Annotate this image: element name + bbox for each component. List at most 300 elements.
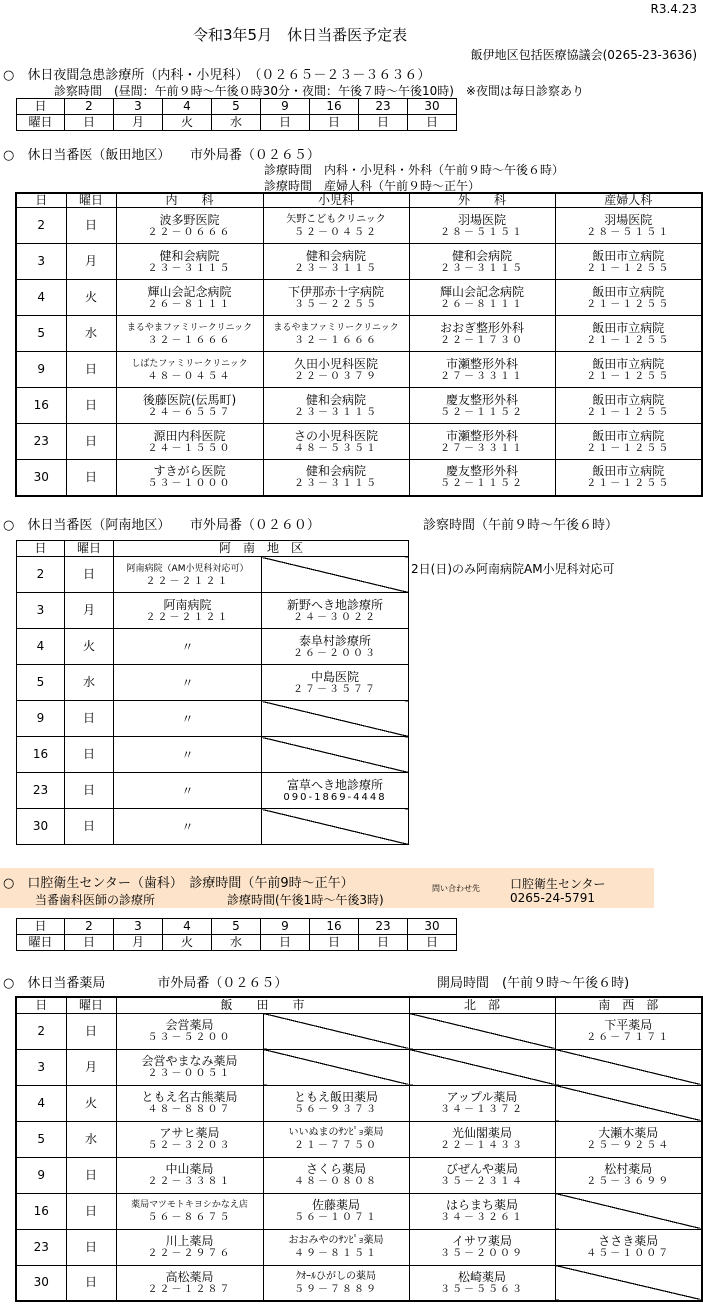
facility-name: 健和会病院 xyxy=(159,248,220,263)
facility-name: ｸｵｰﾙひがしの薬局 xyxy=(296,1270,376,1282)
table-header xyxy=(16,997,702,1013)
entry-cell xyxy=(116,1229,263,1265)
facility-name: 泰阜村診療所 xyxy=(299,633,372,648)
anan-table xyxy=(16,540,409,845)
weekday-cell: 水 xyxy=(66,316,116,352)
entry-cell xyxy=(409,1193,555,1229)
entry-cell xyxy=(555,388,702,424)
entry-cell xyxy=(114,701,262,737)
phone-number: ２２－３３８１ xyxy=(147,1176,232,1187)
table-row xyxy=(17,701,409,737)
entry-cell xyxy=(555,424,702,460)
day-cell: 5 xyxy=(212,919,261,935)
column-header: 曜日 xyxy=(65,541,114,557)
entry-cell xyxy=(116,388,263,424)
entry-cell xyxy=(555,208,702,244)
weekday-cell: 日 xyxy=(65,701,114,737)
entry-cell xyxy=(555,460,702,496)
facility-name: 飯田市立病院 xyxy=(592,392,665,407)
facility-name: 大瀬木薬局 xyxy=(598,1126,659,1140)
day-cell: 16 xyxy=(310,919,359,935)
entry-cell xyxy=(263,388,409,424)
day-cell: 30 xyxy=(408,919,457,935)
day-cell: 3 xyxy=(16,1049,66,1085)
phone-number: ２２－１２８７ xyxy=(147,1283,232,1295)
weekday-cell: 日 xyxy=(66,388,116,424)
entry-cell xyxy=(555,1229,702,1265)
phone-number: ２２－２１２１ xyxy=(145,575,230,587)
phone-number: ２１－１２５５ xyxy=(586,442,671,454)
entry-cell xyxy=(555,280,702,316)
phone-number: ２１－７７５０ xyxy=(294,1140,378,1151)
phone-number: ２３－３１１５ xyxy=(294,262,378,274)
entry-cell xyxy=(263,352,409,388)
facility-name: 飯田市立病院 xyxy=(592,248,665,263)
facility-name: 松村薬局 xyxy=(604,1162,653,1176)
organization: 飯伊地区包括医療協議会(0265-23-3636) xyxy=(470,48,697,62)
phone-number: ２２－２９７６ xyxy=(147,1248,232,1259)
day-cell: 23 xyxy=(359,99,408,115)
facility-name: 川上薬局 xyxy=(165,1234,214,1248)
entry-cell xyxy=(409,1229,555,1265)
day-cell: 5 xyxy=(17,665,65,701)
day-cell: 5 xyxy=(212,99,261,115)
table-row xyxy=(17,557,409,593)
entry-cell xyxy=(555,244,702,280)
phone-number: ５２－０４５２ xyxy=(294,226,378,238)
day-row xyxy=(17,919,457,935)
entry-cell xyxy=(263,280,409,316)
column-header: 小児科 xyxy=(263,193,409,208)
column-header: 日 xyxy=(17,541,65,557)
column-header: 曜日 xyxy=(66,193,116,208)
entry-cell xyxy=(114,737,262,773)
phone-number: ４８－０４５４ xyxy=(147,370,232,382)
facility-name: びぜんや薬局 xyxy=(446,1162,519,1176)
entry-cell xyxy=(262,629,409,665)
facility-name: 羽場医院 xyxy=(604,212,653,227)
weekday-cell: 月 xyxy=(66,244,116,280)
entry-cell xyxy=(409,280,555,316)
column-header: 曜日 xyxy=(66,997,116,1013)
facility-name: 健和会病院 xyxy=(305,248,366,263)
weekday-cell: 水 xyxy=(212,115,261,131)
phone-number: ２４－１５５０ xyxy=(147,442,232,454)
weekday-cell: 火 xyxy=(66,1085,116,1121)
facility-name: 源田内科医院 xyxy=(153,428,226,443)
entry-cell xyxy=(114,557,262,593)
phone-number: ２３－３１１５ xyxy=(440,262,524,274)
facility-name: さくら薬局 xyxy=(306,1162,367,1176)
pharmacy-table xyxy=(15,996,703,1302)
phone-number: ２１－１２５５ xyxy=(586,298,671,310)
anan-hours: 診察時間（午前９時～午後６時） xyxy=(423,518,619,533)
entry-cell xyxy=(263,1157,409,1193)
phone-number: ２２－０６６６ xyxy=(147,226,232,238)
facility-name: 富草へき地診療所 xyxy=(287,777,384,792)
weekday-cell: 火 xyxy=(163,115,212,131)
facility-name: 輝山会記念病院 xyxy=(147,284,232,299)
weekday-cell: 水 xyxy=(65,665,114,701)
phone-number: ３５－２００９ xyxy=(440,1248,525,1259)
entry-cell xyxy=(555,1013,702,1049)
phone-number: ４５－１００７ xyxy=(586,1248,671,1259)
facility-name: 〃 xyxy=(181,675,194,690)
facility-name: 高松薬局 xyxy=(165,1269,214,1284)
weekday-row xyxy=(17,935,457,951)
facility-name: しばたファミリークリニック xyxy=(131,358,248,369)
facility-name: 飯田市立病院 xyxy=(592,428,665,443)
entry-cell xyxy=(263,460,409,496)
facility-name: 薬局マツモトキヨシかなえ店 xyxy=(131,1200,248,1210)
table-row xyxy=(16,244,702,280)
entry-cell xyxy=(116,208,263,244)
facility-name: 健和会病院 xyxy=(305,464,366,479)
table-row xyxy=(17,809,409,845)
entry-cell xyxy=(114,665,262,701)
table-row xyxy=(16,1265,702,1301)
weekday-cell: 月 xyxy=(66,1049,116,1085)
weekday-cell: 日 xyxy=(66,1193,116,1229)
entry-cell xyxy=(555,316,702,352)
entry-cell xyxy=(114,629,262,665)
weekday-cell: 日 xyxy=(408,115,457,131)
weekday-cell: 日 xyxy=(66,1013,116,1049)
weekday-cell: 日 xyxy=(65,809,114,845)
phone-number: ２１－１２５５ xyxy=(586,262,671,274)
weekday-cell: 日 xyxy=(65,935,114,951)
phone-number: ２３－３１１５ xyxy=(294,406,378,418)
phone-number: ２４－６５５７ xyxy=(147,406,232,418)
entry-cell xyxy=(409,1121,555,1157)
weekday-cell: 日 xyxy=(359,935,408,951)
phone-number: ５６－１０７１ xyxy=(294,1212,378,1223)
day-cell: 16 xyxy=(17,737,65,773)
facility-name: 市瀬整形外科 xyxy=(445,356,518,371)
entry-cell xyxy=(409,1085,555,1121)
phone-number: ２５－９２５４ xyxy=(586,1140,671,1151)
phone-number: ３２－１６６６ xyxy=(294,334,378,346)
phone-number: ４８－０８０８ xyxy=(294,1176,378,1187)
phone-number: ５２－１１５２ xyxy=(440,406,524,418)
facility-name: 慶友整形外科 xyxy=(445,464,518,479)
facility-name: 〃 xyxy=(181,819,194,834)
weekday-cell: 日 xyxy=(359,115,408,131)
day-cell: 9 xyxy=(17,701,65,737)
entry-cell xyxy=(409,1157,555,1193)
facility-name: 阿南病院 xyxy=(163,597,212,612)
entry-cell xyxy=(116,244,263,280)
table-row xyxy=(16,280,702,316)
day-cell: 9 xyxy=(16,1157,66,1193)
iida-table xyxy=(15,192,703,497)
entry-cell xyxy=(116,1193,263,1229)
facility-name: まるやまファミリークリニック xyxy=(273,322,399,333)
facility-name: 後藤医院(伝馬町) xyxy=(142,392,237,407)
column-header: 日 xyxy=(16,193,66,208)
facility-name: イサワ薬局 xyxy=(452,1234,513,1248)
day-cell: 4 xyxy=(163,99,212,115)
table-row xyxy=(16,1193,702,1229)
phone-number: ５６－８６７５ xyxy=(147,1212,232,1223)
phone-number: ３４－３２６１ xyxy=(440,1212,525,1223)
night-clinic-heading: ○ 休日夜間急患診療所（内科・小児科） （０２６５－２３－３６３６） xyxy=(3,68,431,83)
day-cell: 16 xyxy=(16,388,66,424)
phone-number: ２７－３３１１ xyxy=(440,442,524,454)
facility-name: 飯田市立病院 xyxy=(592,320,665,335)
anan-note: 2日(日)のみ阿南病院AM小児科対応可 xyxy=(411,562,615,576)
phone-number: ２１－１２５５ xyxy=(586,334,671,346)
phone-number: ２１－１２５５ xyxy=(586,478,671,490)
column-header: 北 部 xyxy=(409,997,555,1013)
table-row xyxy=(17,593,409,629)
facility-name: いいぬまのｻﾝﾋﾟｮ薬局 xyxy=(288,1127,384,1138)
phone-number: ２７－３３１１ xyxy=(440,370,524,382)
entry-cell xyxy=(116,1121,263,1157)
day-cell: 2 xyxy=(16,208,66,244)
weekday-cell: 水 xyxy=(212,935,261,951)
day-cell: 3 xyxy=(114,99,163,115)
phone-number: ３２－１６６６ xyxy=(147,334,232,346)
table-row xyxy=(17,737,409,773)
phone-number: ４８－５３５１ xyxy=(294,442,378,454)
phone-number: ２３－３１１５ xyxy=(294,478,378,490)
phone-number: ２６－７１７１ xyxy=(586,1032,671,1043)
anan-heading: ○ 休日当番医（阿南地区） 市外局番（０２６０） xyxy=(3,518,320,533)
facility-name: 市瀬整形外科 xyxy=(445,428,518,443)
facility-name: 波多野医院 xyxy=(159,212,220,227)
day-cell: 9 xyxy=(261,99,310,115)
facility-name: 慶友整形外科 xyxy=(445,392,518,407)
weekday-cell: 日 xyxy=(66,1157,116,1193)
entry-cell xyxy=(555,352,702,388)
weekday-cell: 日 xyxy=(65,557,114,593)
day-cell: 30 xyxy=(16,1265,66,1301)
table-header xyxy=(16,193,702,208)
weekday-cell: 日 xyxy=(66,208,116,244)
entry-cell xyxy=(116,1157,263,1193)
facility-name: 〃 xyxy=(181,639,194,654)
weekday-cell: 日 xyxy=(261,115,310,131)
facility-name: アップル薬局 xyxy=(446,1090,518,1104)
row-label: 日 xyxy=(17,919,65,935)
pharmacy-hours: 開局時間 (午前９時～午後６時) xyxy=(437,976,630,991)
entry-cell xyxy=(409,388,555,424)
phone-number: ２２－２１２１ xyxy=(145,611,230,623)
weekday-cell: 日 xyxy=(310,115,359,131)
facility-name: 健和会病院 xyxy=(305,392,366,407)
date-stamp: R3.4.23 xyxy=(650,2,697,16)
facility-name: 〃 xyxy=(181,747,194,762)
facility-name: ささき薬局 xyxy=(598,1234,659,1248)
day-cell: 30 xyxy=(17,809,65,845)
day-cell: 23 xyxy=(17,773,65,809)
weekday-row xyxy=(17,115,457,131)
day-cell: 4 xyxy=(163,919,212,935)
entry-cell xyxy=(263,424,409,460)
column-header: 日 xyxy=(16,997,66,1013)
entry-cell xyxy=(263,244,409,280)
iida-heading: ○ 休日当番医（飯田地区） 市外局番（０２６５） xyxy=(3,148,320,163)
day-cell: 16 xyxy=(16,1193,66,1229)
day-row xyxy=(17,99,457,115)
contact-phone: 0265-24-5791 xyxy=(510,891,596,905)
facility-name: おおみやのｻﾝﾋﾟｮ薬局 xyxy=(288,1235,384,1246)
entry-cell xyxy=(409,1265,555,1301)
facility-name: 〃 xyxy=(181,783,194,798)
entry-cell xyxy=(116,1049,263,1085)
empty-cell xyxy=(262,701,409,737)
contact-name: 口腔衛生センター xyxy=(510,877,606,891)
facility-name: 飯田市立病院 xyxy=(592,284,665,299)
facility-name: 羽場医院 xyxy=(457,212,506,227)
day-cell: 5 xyxy=(16,316,66,352)
weekday-cell: 日 xyxy=(65,737,114,773)
facility-name: 松崎薬局 xyxy=(458,1269,507,1284)
entry-cell xyxy=(262,593,409,629)
entry-cell xyxy=(116,1013,263,1049)
entry-cell xyxy=(263,1229,409,1265)
weekday-cell: 日 xyxy=(66,460,116,496)
phone-number: ４９－８１５１ xyxy=(294,1248,378,1259)
phone-number: ４８－８８０７ xyxy=(147,1104,232,1115)
phone-number: ５３－１０００ xyxy=(147,478,232,490)
day-cell: 4 xyxy=(16,280,66,316)
facility-name: 下伊那赤十字病院 xyxy=(287,284,384,299)
facility-name: ともえ名古熊薬局 xyxy=(141,1090,238,1104)
entry-cell xyxy=(116,460,263,496)
phone-number: ５３－５２００ xyxy=(147,1032,232,1043)
facility-name: 〃 xyxy=(181,711,194,726)
weekday-cell: 日 xyxy=(66,1229,116,1265)
entry-cell xyxy=(116,352,263,388)
entry-cell xyxy=(409,460,555,496)
phone-number: ２６－２００３ xyxy=(293,647,377,659)
entry-cell xyxy=(114,809,262,845)
weekday-cell: 日 xyxy=(408,935,457,951)
entry-cell xyxy=(263,316,409,352)
table-row xyxy=(17,665,409,701)
entry-cell xyxy=(116,424,263,460)
phone-number: ２８－５１５１ xyxy=(440,226,524,238)
weekday-cell: 日 xyxy=(66,424,116,460)
pharmacy-heading: ○ 休日当番薬局 市外局番（０２６５） xyxy=(3,976,288,991)
entry-cell xyxy=(114,593,262,629)
empty-cell xyxy=(555,1193,702,1229)
entry-cell xyxy=(116,1085,263,1121)
day-cell: 9 xyxy=(16,352,66,388)
facility-name: 輝山会記念病院 xyxy=(439,284,524,299)
facility-name: 下平薬局 xyxy=(604,1018,653,1032)
day-cell: 30 xyxy=(408,99,457,115)
day-cell: 2 xyxy=(16,1013,66,1049)
phone-number: ３５－２２５５ xyxy=(294,298,378,310)
day-cell: 23 xyxy=(16,424,66,460)
facility-name: ともえ飯田薬局 xyxy=(294,1090,379,1104)
weekday-cell: 火 xyxy=(66,280,116,316)
facility-name: さの小児科医院 xyxy=(293,428,378,443)
table-header xyxy=(17,541,409,557)
table-row xyxy=(16,1121,702,1157)
row-label: 曜日 xyxy=(17,935,65,951)
table-row xyxy=(16,388,702,424)
iida-hours-2: 診療時間 産婦人科（午前９時～正午） xyxy=(264,179,481,193)
weekday-cell: 火 xyxy=(65,629,114,665)
table-row xyxy=(17,629,409,665)
entry-cell xyxy=(409,352,555,388)
table-row xyxy=(16,1013,702,1049)
phone-number: ２７－３５７７ xyxy=(293,683,377,695)
table-row xyxy=(16,1229,702,1265)
dental-line-1: ○ 口腔衛生センター（歯科） 診療時間（午前9時～正午） xyxy=(3,876,354,891)
entry-cell xyxy=(262,773,409,809)
phone-number: ２６－８１１１ xyxy=(147,298,232,310)
weekday-cell: 日 xyxy=(65,773,114,809)
table-row xyxy=(16,424,702,460)
table-row xyxy=(16,208,702,244)
facility-name: 阿南病院（AM小児科対応可） xyxy=(126,563,249,574)
table-row xyxy=(17,773,409,809)
entry-cell xyxy=(114,773,262,809)
day-cell: 23 xyxy=(16,1229,66,1265)
dental-line-2: 当番歯科医師の診療所 診療時間(午後1時～午後3時) xyxy=(35,893,384,907)
empty-cell xyxy=(263,1013,409,1049)
phone-number: ３５－２３１４ xyxy=(440,1176,525,1187)
facility-name: 矢野こどもクリニック xyxy=(286,213,386,225)
phone-number: ２１－１２５５ xyxy=(586,406,671,418)
night-clinic-hours: 診察時間 (昼間：午前９時～午後０時30分・夜間：午後７時～午後10時) ※夜間は毎日診察あり xyxy=(54,84,584,98)
facility-name: アサヒ薬局 xyxy=(159,1126,220,1140)
facility-name: おおぎ整形外科 xyxy=(439,320,524,335)
entry-cell xyxy=(116,316,263,352)
facility-name: はらまち薬局 xyxy=(446,1198,519,1212)
contact-label: 問い合わせ先 xyxy=(432,884,480,893)
entry-cell xyxy=(116,280,263,316)
table-row xyxy=(16,460,702,496)
table-row xyxy=(16,1049,702,1085)
phone-number: ２２－１４３３ xyxy=(440,1140,525,1151)
entry-cell xyxy=(263,1085,409,1121)
facility-name: 会営薬局 xyxy=(165,1018,214,1032)
weekday-cell: 日 xyxy=(66,1265,116,1301)
empty-cell xyxy=(555,1085,702,1121)
facility-name: 飯田市立病院 xyxy=(592,464,665,479)
day-cell: 2 xyxy=(17,557,65,593)
phone-number: ５２－１１５２ xyxy=(440,478,524,490)
entry-cell xyxy=(555,1157,702,1193)
entry-cell xyxy=(409,244,555,280)
facility-name: 久田小児科医院 xyxy=(293,356,378,371)
entry-cell xyxy=(263,1193,409,1229)
day-cell: 23 xyxy=(359,919,408,935)
empty-cell xyxy=(262,737,409,773)
day-cell: 16 xyxy=(310,99,359,115)
empty-cell xyxy=(555,1049,702,1085)
day-cell: 4 xyxy=(16,1085,66,1121)
entry-cell xyxy=(116,1265,263,1301)
column-header: 阿 南 地 区 xyxy=(114,541,409,557)
phone-number: ２２－０３７９ xyxy=(294,370,378,382)
entry-cell xyxy=(409,424,555,460)
weekday-cell: 月 xyxy=(114,115,163,131)
column-header: 飯 田 市 xyxy=(116,997,409,1013)
phone-number: ２５－３６９９ xyxy=(586,1176,671,1187)
weekday-cell: 火 xyxy=(163,935,212,951)
day-cell: 4 xyxy=(17,629,65,665)
day-cell: 2 xyxy=(65,99,114,115)
facility-name: 会営やまなみ薬局 xyxy=(141,1054,238,1068)
facility-name: 新野へき地診療所 xyxy=(287,597,384,612)
